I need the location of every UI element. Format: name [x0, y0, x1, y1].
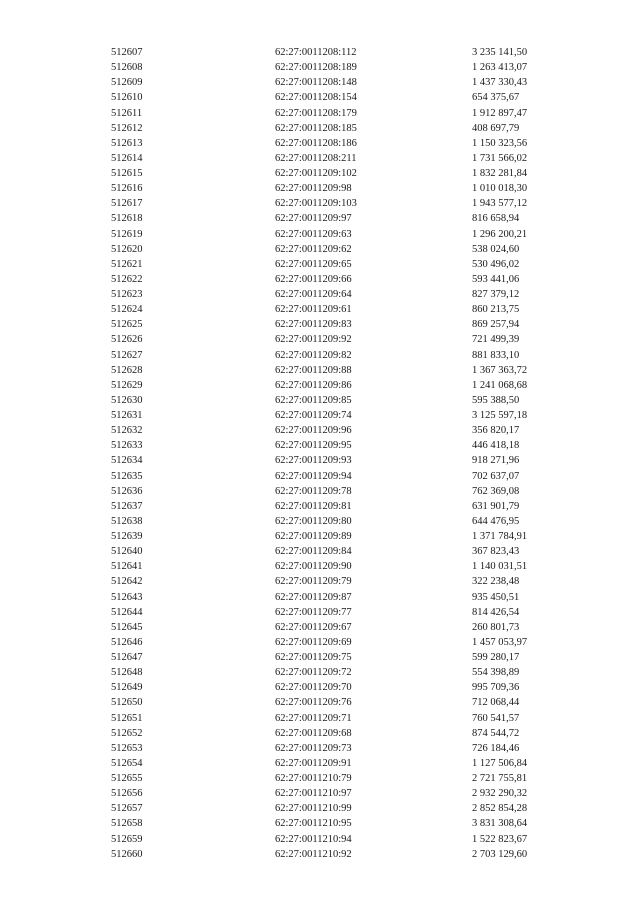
row-number: 512651 [111, 712, 143, 724]
cadastral-number: 62:27:0011209:98 [275, 183, 352, 195]
cadastral-value: 1 943 577,12 [472, 198, 528, 210]
cadastral-value: 654 375,67 [472, 92, 520, 104]
cadastral-number: 62:27:0011210:95 [275, 818, 352, 830]
table-row [0, 211, 640, 226]
row-number: 512655 [111, 773, 143, 784]
cadastral-number: 62:27:0011209:67 [275, 621, 352, 633]
cadastral-value: 869 257,94 [472, 319, 520, 331]
row-number: 512641 [111, 561, 143, 573]
table-row [0, 726, 640, 741]
row-number: 512617 [111, 198, 143, 210]
cadastral-number: 62:27:0011209:97 [275, 213, 352, 225]
cadastral-number: 62:27:0011209:93 [275, 455, 352, 467]
table-row [0, 408, 640, 423]
cadastral-value: 3 831 308,64 [472, 818, 528, 830]
table-row [0, 332, 640, 347]
table-row [0, 151, 640, 166]
cadastral-value: 1 731 566,02 [472, 152, 528, 164]
cadastral-number: 62:27:0011209:70 [275, 682, 352, 694]
cadastral-value: 1 457 053,97 [472, 636, 528, 648]
cadastral-value: 408 697,79 [472, 122, 520, 134]
cadastral-number: 62:27:0011209:84 [275, 546, 352, 558]
cadastral-number: 62:27:0011209:90 [275, 561, 352, 573]
table-row [0, 227, 640, 242]
table-row [0, 635, 640, 650]
table-row [0, 257, 640, 272]
table-row [0, 484, 640, 499]
cadastral-number: 62:27:0011209:77 [275, 606, 352, 618]
cadastral-number: 62:27:0011209:63 [275, 228, 352, 240]
cadastral-number: 62:27:0011208:186 [275, 137, 357, 149]
row-number: 512609 [111, 77, 143, 89]
table-row [0, 771, 640, 786]
cadastral-number: 62:27:0011208:211 [275, 152, 357, 164]
cadastral-value: 530 496,02 [472, 258, 520, 270]
cadastral-value: 1 150 323,56 [472, 137, 528, 149]
row-number: 512639 [111, 531, 143, 542]
table-row [0, 423, 640, 438]
cadastral-value: 538 024,60 [472, 243, 520, 255]
cadastral-value: 593 441,06 [472, 273, 520, 285]
cadastral-number: 62:27:0011209:96 [275, 425, 352, 437]
row-number: 512659 [111, 833, 143, 845]
cadastral-number: 62:27:0011210:97 [275, 788, 352, 800]
cadastral-value: 644 476,95 [472, 515, 520, 527]
table-row [0, 106, 640, 121]
cadastral-value: 726 184,46 [472, 742, 520, 754]
cadastral-value: 721 499,39 [472, 334, 520, 346]
cadastral-value: 702 637,07 [472, 470, 520, 482]
cadastral-number: 62:27:0011209:82 [275, 349, 352, 361]
table-row [0, 832, 640, 847]
cadastral-value: 918 271,96 [472, 455, 520, 467]
table-row [0, 544, 640, 559]
row-number: 512657 [111, 803, 143, 815]
cadastral-value: 322 238,48 [472, 576, 520, 588]
cadastral-value: 881 833,10 [472, 349, 520, 361]
row-number: 512608 [111, 62, 143, 74]
cadastral-value: 595 388,50 [472, 394, 520, 406]
cadastral-number: 62:27:0011209:61 [275, 304, 352, 316]
table-row [0, 166, 640, 181]
table-row [0, 196, 640, 211]
cadastral-value: 631 901,79 [472, 500, 520, 512]
cadastral-value: 1 522 823,67 [472, 833, 528, 845]
row-number: 512626 [111, 334, 143, 346]
row-number: 512618 [111, 213, 143, 225]
row-number: 512634 [111, 455, 143, 467]
cadastral-number: 62:27:0011208:179 [275, 107, 357, 119]
cadastral-value: 1 912 897,47 [472, 107, 528, 119]
table-row [0, 816, 640, 831]
row-number: 512615 [111, 168, 143, 179]
row-number: 512645 [111, 621, 143, 633]
row-number: 512633 [111, 440, 143, 452]
cadastral-number: 62:27:0011209:85 [275, 394, 352, 406]
cadastral-number: 62:27:0011209:79 [275, 576, 352, 588]
cadastral-number: 62:27:0011208:154 [275, 92, 357, 104]
cadastral-number: 62:27:0011208:185 [275, 122, 357, 134]
cadastral-number: 62:27:0011209:86 [275, 379, 352, 391]
row-number: 512638 [111, 515, 143, 527]
cadastral-value: 874 544,72 [472, 727, 520, 739]
table-row [0, 756, 640, 771]
cadastral-value: 1 010 018,30 [472, 183, 528, 195]
row-number: 512642 [111, 576, 143, 588]
cadastral-value: 827 379,12 [472, 289, 520, 300]
cadastral-value: 3 235 141,50 [472, 47, 528, 58]
table-row [0, 590, 640, 605]
table-row [0, 620, 640, 635]
cadastral-value-table [0, 45, 640, 862]
cadastral-number: 62:27:0011209:94 [275, 470, 352, 482]
cadastral-value: 995 709,36 [472, 682, 520, 694]
row-number: 512636 [111, 485, 143, 497]
cadastral-number: 62:27:0011209:91 [275, 757, 352, 769]
cadastral-number: 62:27:0011209:80 [275, 515, 352, 527]
cadastral-value: 860 213,75 [472, 304, 520, 316]
table-row [0, 680, 640, 695]
row-number: 512621 [111, 258, 143, 270]
cadastral-value: 935 450,51 [472, 591, 520, 603]
table-row [0, 665, 640, 680]
cadastral-value: 1 832 281,84 [472, 168, 528, 179]
row-number: 512632 [111, 425, 143, 437]
table-row [0, 438, 640, 453]
row-number: 512613 [111, 137, 143, 149]
table-row [0, 75, 640, 90]
row-number: 512614 [111, 152, 143, 164]
row-number: 512653 [111, 742, 143, 754]
row-number: 512629 [111, 379, 143, 391]
table-row [0, 378, 640, 393]
table-row [0, 317, 640, 332]
cadastral-number: 62:27:0011209:89 [275, 531, 352, 542]
table-row [0, 559, 640, 574]
cadastral-value: 3 125 597,18 [472, 410, 528, 421]
cadastral-value: 1 127 506,84 [472, 757, 528, 769]
table-row [0, 453, 640, 468]
table-row [0, 348, 640, 363]
cadastral-value: 446 418,18 [472, 440, 520, 452]
cadastral-number: 62:27:0011209:87 [275, 591, 352, 603]
table-row [0, 605, 640, 620]
table-row [0, 242, 640, 257]
row-number: 512652 [111, 727, 143, 739]
table-row [0, 302, 640, 317]
row-number: 512650 [111, 697, 143, 709]
table-row [0, 45, 640, 60]
table-row [0, 786, 640, 801]
table-row [0, 847, 640, 862]
cadastral-number: 62:27:0011209:88 [275, 364, 352, 376]
row-number: 512627 [111, 349, 143, 361]
row-number: 512643 [111, 591, 143, 603]
cadastral-value: 762 369,08 [472, 485, 520, 497]
table-row [0, 574, 640, 589]
row-number: 512640 [111, 546, 143, 558]
cadastral-number: 62:27:0011209:102 [275, 168, 357, 179]
cadastral-number: 62:27:0011209:92 [275, 334, 352, 346]
cadastral-number: 62:27:0011209:65 [275, 258, 352, 270]
cadastral-number: 62:27:0011209:74 [275, 410, 352, 421]
row-number: 512628 [111, 364, 143, 376]
table-row [0, 801, 640, 816]
cadastral-number: 62:27:0011208:112 [275, 47, 357, 58]
cadastral-value: 1 263 413,07 [472, 62, 528, 74]
cadastral-number: 62:27:0011210:92 [275, 848, 352, 860]
cadastral-number: 62:27:0011209:83 [275, 319, 352, 331]
table-row [0, 499, 640, 514]
table-row [0, 514, 640, 529]
row-number: 512635 [111, 470, 143, 482]
row-number: 512660 [111, 848, 143, 860]
cadastral-value: 356 820,17 [472, 425, 520, 437]
cadastral-value: 2 703 129,60 [472, 848, 528, 860]
row-number: 512631 [111, 410, 143, 421]
cadastral-number: 62:27:0011208:148 [275, 77, 357, 89]
table-row [0, 695, 640, 710]
cadastral-number: 62:27:0011209:78 [275, 485, 352, 497]
cadastral-value: 816 658,94 [472, 213, 520, 225]
table-row [0, 181, 640, 196]
cadastral-value: 1 367 363,72 [472, 364, 528, 376]
cadastral-value: 260 801,73 [472, 621, 520, 633]
row-number: 512612 [111, 122, 143, 134]
row-number: 512637 [111, 500, 143, 512]
cadastral-number: 62:27:0011209:81 [275, 500, 352, 512]
cadastral-value: 2 932 290,32 [472, 788, 528, 800]
row-number: 512610 [111, 92, 143, 104]
table-row [0, 272, 640, 287]
cadastral-value: 814 426,54 [472, 606, 520, 618]
cadastral-number: 62:27:0011209:73 [275, 742, 352, 754]
cadastral-value: 712 068,44 [472, 697, 520, 709]
cadastral-value: 554 398,89 [472, 667, 520, 679]
cadastral-value: 1 140 031,51 [472, 561, 528, 573]
table-row [0, 90, 640, 105]
cadastral-value: 2 721 755,81 [472, 773, 528, 784]
table-row [0, 650, 640, 665]
row-number: 512616 [111, 183, 143, 195]
table-row [0, 469, 640, 484]
row-number: 512658 [111, 818, 143, 830]
row-number: 512620 [111, 243, 143, 255]
cadastral-value: 1 437 330,43 [472, 77, 528, 89]
row-number: 512654 [111, 757, 143, 769]
cadastral-number: 62:27:0011209:76 [275, 697, 352, 709]
cadastral-number: 62:27:0011210:94 [275, 833, 352, 845]
table-row [0, 529, 640, 544]
cadastral-value: 1 241 068,68 [472, 379, 528, 391]
cadastral-number: 62:27:0011210:79 [275, 773, 352, 784]
cadastral-number: 62:27:0011209:62 [275, 243, 352, 255]
cadastral-number: 62:27:0011209:69 [275, 636, 352, 648]
cadastral-number: 62:27:0011209:103 [275, 198, 357, 210]
row-number: 512644 [111, 606, 143, 618]
row-number: 512607 [111, 47, 143, 58]
cadastral-number: 62:27:0011209:75 [275, 652, 352, 663]
row-number: 512625 [111, 319, 143, 331]
row-number: 512619 [111, 228, 143, 240]
cadastral-value: 2 852 854,28 [472, 803, 528, 815]
table-row [0, 711, 640, 726]
cadastral-number: 62:27:0011209:72 [275, 667, 352, 679]
cadastral-value: 367 823,43 [472, 546, 520, 558]
row-number: 512623 [111, 289, 143, 300]
table-row [0, 121, 640, 136]
row-number: 512630 [111, 394, 143, 406]
row-number: 512624 [111, 304, 143, 316]
table-row [0, 363, 640, 378]
cadastral-number: 62:27:0011208:189 [275, 62, 357, 74]
table-row [0, 741, 640, 756]
table-row [0, 136, 640, 151]
cadastral-number: 62:27:0011209:66 [275, 273, 352, 285]
row-number: 512649 [111, 682, 143, 694]
row-number: 512646 [111, 636, 143, 648]
cadastral-number: 62:27:0011209:68 [275, 727, 352, 739]
cadastral-number: 62:27:0011209:64 [275, 289, 352, 300]
cadastral-value: 1 296 200,21 [472, 228, 528, 240]
cadastral-number: 62:27:0011209:95 [275, 440, 352, 452]
cadastral-number: 62:27:0011209:71 [275, 712, 352, 724]
table-row [0, 287, 640, 302]
cadastral-value: 1 371 784,91 [472, 531, 528, 542]
row-number: 512647 [111, 652, 143, 663]
row-number: 512648 [111, 667, 143, 679]
cadastral-value: 760 541,57 [472, 712, 520, 724]
cadastral-number: 62:27:0011210:99 [275, 803, 352, 815]
row-number: 512622 [111, 273, 143, 285]
table-row [0, 60, 640, 75]
row-number: 512611 [111, 107, 143, 119]
row-number: 512656 [111, 788, 143, 800]
table-row [0, 393, 640, 408]
cadastral-value: 599 280,17 [472, 652, 520, 663]
